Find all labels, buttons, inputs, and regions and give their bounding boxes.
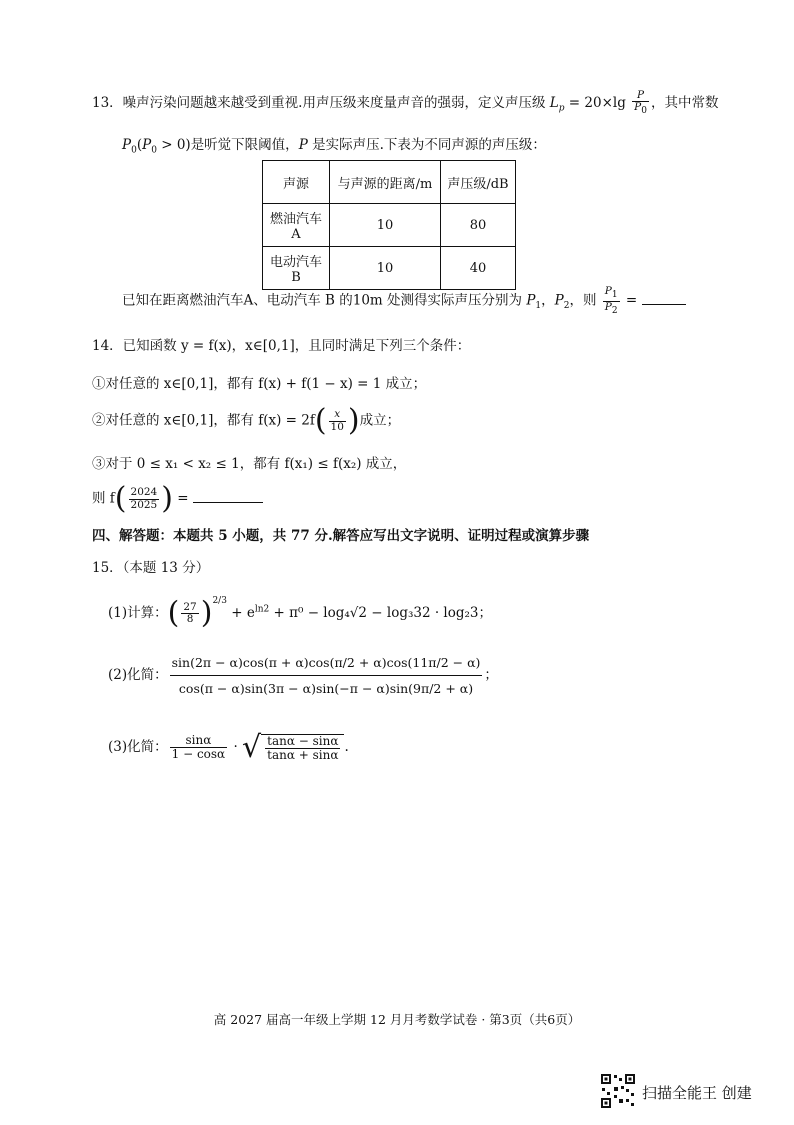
table-cell: 电动汽车 B [263,247,330,290]
q13-line3: 已知在距离燃油汽车A、电动汽车 B 的10m 处测得实际声压分别为 $P_1$，$P_2$，则 $\frac{P_1}{P_2}$ = [122,286,686,316]
q13-line1: 13．噪声污染问题越来越受到重视.用声压级来度量声音的强弱，定义声压级 $L_p = 20\times\lg$ $\frac{P}{P_0}$ ，其中常数 [92,89,719,117]
q13-line2: $P_0(P_0 > 0)$是听觉下限阈值，P 是实际声压.下表为不同声源的声压级： [122,137,546,156]
section-4-heading: 四、解答题：本题共 5 小题，共 77 分.解答应写出文字说明、证明过程或演算步骤 [92,528,590,544]
q14-answer-blank [193,502,263,503]
table-header-cell: 声源 [263,161,330,204]
table-header-row [263,161,516,204]
table-cell: 燃油汽车 A [263,204,330,247]
q13-frac-p1-p2: $\frac{P_1}{P_2}$ [604,285,618,316]
table-cell: 10 [330,204,441,247]
q15-part2: (2)化简： $\frac{\sin(2\pi - \alpha)\cos(\pi + \alpha)\cos(\pi/2 + \alpha)\cos(11\pi/2 - \alpha)}{\cos(\pi - \alpha)\sin(3\pi - \alpha)\sin(-\pi - \alpha)\sin(9\pi/2 + \alpha)}$ ； [108,655,498,697]
q15-title: 15．（本题 13 分） [92,560,210,576]
sound-level-table [262,160,516,290]
table-row [263,204,516,247]
scanner-watermark: 扫描全能王 创建 [642,1084,752,1102]
table-header-cell: 声压级/dB [441,161,516,204]
table-cell: 10 [330,247,441,290]
q14-condition-3: ③对于 0 ≤ x₁ < x₂ ≤ 1，都有 f(x₁) ≤ f(x₂) 成立， [92,456,407,472]
q15-part3: (3)化简： $\frac{\sin\alpha}{1 - \cos\alpha}$ · √ $\frac{\tan\alpha - \sin\alpha}{\tan\alpha + \sin\alpha}$ . [108,730,349,765]
table-header-cell: 与声源的距离/m [330,161,441,204]
q15-part1: (1)计算：( $\frac{27}{8}$ )$^{2/3} + e^{ln2} + \pi^0 - \log_4√2 - \log_332 \cdot \log_23$； [108,595,493,631]
table-cell: 80 [441,204,516,247]
q13-answer-blank [642,304,686,305]
qr-code-icon [600,1073,636,1109]
table-row [263,247,516,290]
q14-condition-1: ①对任意的 x∈[0,1]，都有 f(x) + f(1 − x) = 1 成立； [92,376,427,392]
page-footer: 高 2027 届高一年级上学期 12 月月考数学试卷 · 第3页（共6页） [213,1012,581,1027]
sqrt-symbol: √ $\frac{\tan\alpha - \sin\alpha}{\tan\alpha + \sin\alpha}$ [242,730,344,765]
q14-condition-2: ②对任意的 x∈[0,1]，都有 f(x) = 2f( $\frac{x}{10}$ )成立； [92,403,401,438]
table-cell: 40 [441,247,516,290]
q13-frac-p-p0: $\frac{P}{P_0}$ [634,89,647,117]
q14-ask: 则 f( $\frac{2024}{2025}$ ) = [92,484,263,514]
q14-line1: 14．已知函数 y = f(x)，x∈[0,1]，且同时满足下列三个条件： [92,338,471,354]
